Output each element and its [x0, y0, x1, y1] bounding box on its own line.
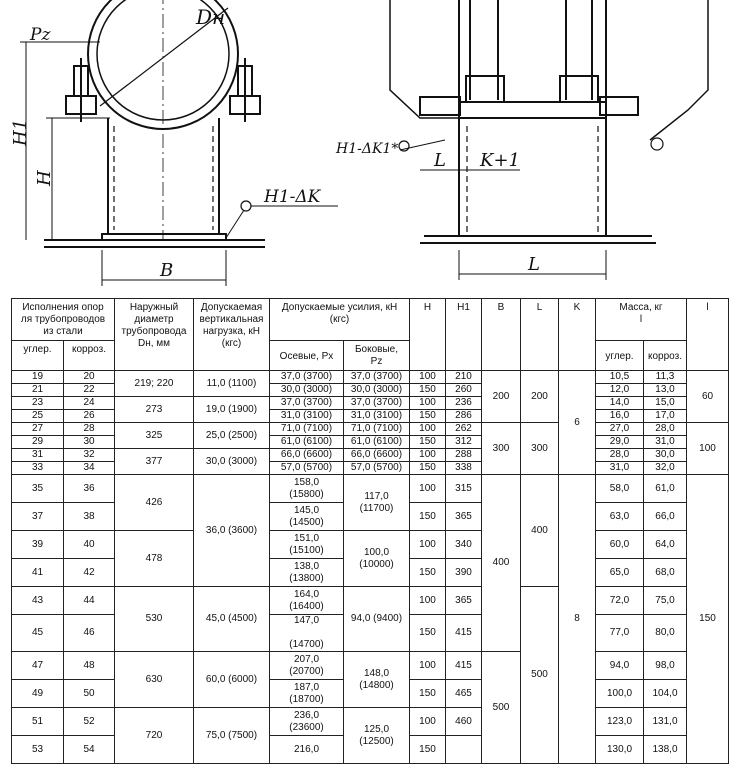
cell-l: 300	[521, 423, 559, 475]
cell-lateral: 57,0 (5700)	[344, 462, 410, 475]
cell-ugler: 39	[12, 531, 64, 559]
cell-mass-ugler: 77,0	[596, 615, 644, 652]
header-variants: Исполнения опор ля трубопроводов из стали	[12, 299, 115, 341]
cell-h: 100	[410, 397, 446, 410]
header-vertical-load: Допускаемая вертикальная нагрузка, кН (кгс)	[194, 299, 270, 371]
cell-mass-korroz: 15,0	[644, 397, 687, 410]
cell-korroz: 36	[64, 475, 115, 503]
header-mass-korroz: корроз.	[644, 341, 687, 371]
cell-ugler: 21	[12, 384, 64, 397]
cell-vertical: 11,0 (1100)	[194, 371, 270, 397]
cell-mass-korroz: 64,0	[644, 531, 687, 559]
cell-h1: 390	[446, 559, 482, 587]
cell-mass-korroz: 80,0	[644, 615, 687, 652]
cell-ugler: 49	[12, 680, 64, 708]
cell-ugler: 25	[12, 410, 64, 423]
label-h: H	[34, 170, 55, 186]
cell-axial: 57,0 (5700)	[270, 462, 344, 475]
cell-h1: 236	[446, 397, 482, 410]
label-h1-dk1: H1-ΔK1*	[336, 141, 399, 157]
cell-axial: 216,0	[270, 736, 344, 764]
cell-h: 150	[410, 384, 446, 397]
cell-ugler: 41	[12, 559, 64, 587]
header-b: B	[482, 299, 521, 371]
cell-b: 200	[482, 371, 521, 423]
header-lateral: Боковые, Pz	[344, 341, 410, 371]
header-mass: Масса, кг l	[596, 299, 687, 341]
cell-lateral: 37,0 (3700)	[344, 371, 410, 384]
cell-h: 150	[410, 680, 446, 708]
cell-mass-korroz: 68,0	[644, 559, 687, 587]
cell-korroz: 20	[64, 371, 115, 384]
cell-vertical: 25,0 (2500)	[194, 423, 270, 449]
cell-h: 100	[410, 423, 446, 436]
cell-axial: 138,0 (13800)	[270, 559, 344, 587]
cell-axial: 37,0 (3700)	[270, 371, 344, 384]
cell-korroz: 28	[64, 423, 115, 436]
cell-axial: 187,0 (18700)	[270, 680, 344, 708]
cell-diameter: 630	[115, 652, 194, 708]
cell-ugler: 43	[12, 587, 64, 615]
cell-h: 150	[410, 736, 446, 764]
cell-axial: 37,0 (3700)	[270, 397, 344, 410]
cell-korroz: 38	[64, 503, 115, 531]
cell-h1: 260	[446, 384, 482, 397]
cell-korroz: 34	[64, 462, 115, 475]
cell-mass-ugler: 29,0	[596, 436, 644, 449]
label-b: B	[160, 260, 174, 281]
cell-l: 500	[521, 587, 559, 764]
cell-vertical: 19,0 (1900)	[194, 397, 270, 423]
cell-mass-korroz: 32,0	[644, 462, 687, 475]
cell-diameter: 377	[115, 449, 194, 475]
cell-mass-korroz: 31,0	[644, 436, 687, 449]
header-axial: Осевые, Px	[270, 341, 344, 371]
cell-diameter: 720	[115, 708, 194, 764]
cell-h: 100	[410, 708, 446, 736]
label-l-big: L	[528, 254, 540, 275]
cell-h: 100	[410, 371, 446, 384]
cell-axial: 158,0 (15800)	[270, 475, 344, 503]
cell-axial: 164,0 (16400)	[270, 587, 344, 615]
cell-mass-korroz: 13,0	[644, 384, 687, 397]
cell-lateral: 61,0 (6100)	[344, 436, 410, 449]
cell-h: 100	[410, 531, 446, 559]
cell-lateral: 117,0 (11700)	[344, 475, 410, 531]
cell-korroz: 24	[64, 397, 115, 410]
header-h: H	[410, 299, 446, 371]
header-korroz: корроз.	[64, 341, 115, 371]
cell-h: 100	[410, 587, 446, 615]
cell-axial: 31,0 (3100)	[270, 410, 344, 423]
cell-ugler: 29	[12, 436, 64, 449]
cell-korroz: 48	[64, 652, 115, 680]
cell-korroz: 22	[64, 384, 115, 397]
cell-mass-ugler: 16,0	[596, 410, 644, 423]
cell-l2: 60	[687, 371, 729, 423]
header-mass-ugler: углер.	[596, 341, 644, 371]
cell-korroz: 50	[64, 680, 115, 708]
cell-h: 100	[410, 449, 446, 462]
cell-mass-ugler: 123,0	[596, 708, 644, 736]
cell-axial: 236,0 (23600)	[270, 708, 344, 736]
cell-h1: 312	[446, 436, 482, 449]
cell-h1: 286	[446, 410, 482, 423]
cell-mass-korroz: 98,0	[644, 652, 687, 680]
cell-mass-ugler: 65,0	[596, 559, 644, 587]
cell-k: 6	[559, 371, 596, 475]
header-h1: H1	[446, 299, 482, 371]
cell-b: 300	[482, 423, 521, 475]
cell-mass-ugler: 130,0	[596, 736, 644, 764]
cell-axial: 145,0 (14500)	[270, 503, 344, 531]
cell-mass-ugler: 28,0	[596, 449, 644, 462]
cell-mass-korroz: 66,0	[644, 503, 687, 531]
cell-h: 150	[410, 436, 446, 449]
cell-mass-ugler: 31,0	[596, 462, 644, 475]
cell-vertical: 36,0 (3600)	[194, 475, 270, 587]
cell-ugler: 33	[12, 462, 64, 475]
cell-ugler: 53	[12, 736, 64, 764]
cell-l: 200	[521, 371, 559, 423]
cell-axial: 61,0 (6100)	[270, 436, 344, 449]
cell-h: 150	[410, 410, 446, 423]
cell-mass-ugler: 27,0	[596, 423, 644, 436]
cell-korroz: 42	[64, 559, 115, 587]
cell-axial: 207,0 (20700)	[270, 652, 344, 680]
cell-h: 150	[410, 615, 446, 652]
cell-h: 100	[410, 652, 446, 680]
cell-diameter: 219; 220	[115, 371, 194, 397]
cell-vertical: 30,0 (3000)	[194, 449, 270, 475]
cell-b: 400	[482, 475, 521, 652]
header-l2: l	[687, 299, 729, 371]
cell-h: 150	[410, 503, 446, 531]
label-dn: Dн	[196, 5, 226, 29]
cell-mass-korroz: 61,0	[644, 475, 687, 503]
technical-drawing	[0, 0, 750, 292]
cell-ugler: 23	[12, 397, 64, 410]
label-k1: K+1	[480, 150, 520, 171]
cell-ugler: 37	[12, 503, 64, 531]
cell-korroz: 26	[64, 410, 115, 423]
cell-lateral: 31,0 (3100)	[344, 410, 410, 423]
cell-mass-korroz: 75,0	[644, 587, 687, 615]
cell-axial: 71,0 (7100)	[270, 423, 344, 436]
cell-ugler: 19	[12, 371, 64, 384]
cell-lateral: 125,0 (12500)	[344, 708, 410, 764]
cell-mass-ugler: 10,5	[596, 371, 644, 384]
header-diameter: Наружный диаметр трубопровода Dн, мм	[115, 299, 194, 371]
cell-vertical: 75,0 (7500)	[194, 708, 270, 764]
cell-lateral: 37,0 (3700)	[344, 397, 410, 410]
cell-h1: 340	[446, 531, 482, 559]
cell-h1: 315	[446, 475, 482, 503]
cell-ugler: 27	[12, 423, 64, 436]
cell-b: 500	[482, 652, 521, 764]
cell-ugler: 47	[12, 652, 64, 680]
cell-diameter: 426	[115, 475, 194, 531]
cell-diameter: 530	[115, 587, 194, 652]
cell-mass-korroz: 11,3	[644, 371, 687, 384]
cell-korroz: 46	[64, 615, 115, 652]
cell-diameter: 273	[115, 397, 194, 423]
cell-korroz: 30	[64, 436, 115, 449]
cell-mass-ugler: 58,0	[596, 475, 644, 503]
cell-axial: 151,0 (15100)	[270, 531, 344, 559]
cell-mass-korroz: 138,0	[644, 736, 687, 764]
cell-lateral: 30,0 (3000)	[344, 384, 410, 397]
cell-mass-korroz: 17,0	[644, 410, 687, 423]
cell-vertical: 60,0 (6000)	[194, 652, 270, 708]
cell-korroz: 54	[64, 736, 115, 764]
header-k: K	[559, 299, 596, 371]
cell-axial: 30,0 (3000)	[270, 384, 344, 397]
cell-axial: 66,0 (6600)	[270, 449, 344, 462]
cell-axial: 147,0 (14700)	[270, 615, 344, 652]
cell-lateral: 148,0 (14800)	[344, 652, 410, 708]
header-ugler: углер.	[12, 341, 64, 371]
cell-lateral: 66,0 (6600)	[344, 449, 410, 462]
cell-h: 150	[410, 559, 446, 587]
cell-h1: 460	[446, 708, 482, 736]
cell-mass-korroz: 104,0	[644, 680, 687, 708]
cell-korroz: 32	[64, 449, 115, 462]
cell-mass-ugler: 94,0	[596, 652, 644, 680]
specs-table	[11, 298, 729, 764]
cell-h: 100	[410, 475, 446, 503]
cell-mass-ugler: 60,0	[596, 531, 644, 559]
cell-h1: 262	[446, 423, 482, 436]
cell-mass-ugler: 72,0	[596, 587, 644, 615]
cell-ugler: 35	[12, 475, 64, 503]
label-h1: H1	[10, 118, 31, 146]
cell-h1: 338	[446, 462, 482, 475]
cell-ugler: 31	[12, 449, 64, 462]
cell-h1: 288	[446, 449, 482, 462]
cell-l2: 100	[687, 423, 729, 475]
cell-h1: 415	[446, 615, 482, 652]
cell-ugler: 51	[12, 708, 64, 736]
cell-mass-korroz: 131,0	[644, 708, 687, 736]
label-l-small: L	[434, 150, 446, 171]
cell-lateral: 94,0 (9400)	[344, 587, 410, 652]
cell-h1: 365	[446, 587, 482, 615]
label-h1-dk: H1-ΔK	[264, 187, 321, 207]
cell-h1: 465	[446, 680, 482, 708]
cell-vertical: 45,0 (4500)	[194, 587, 270, 652]
cell-korroz: 40	[64, 531, 115, 559]
cell-diameter: 325	[115, 423, 194, 449]
cell-l: 400	[521, 475, 559, 587]
cell-k: 8	[559, 475, 596, 764]
cell-l2: 150	[687, 475, 729, 764]
cell-mass-ugler: 63,0	[596, 503, 644, 531]
cell-mass-ugler: 14,0	[596, 397, 644, 410]
cell-h: 150	[410, 462, 446, 475]
cell-korroz: 44	[64, 587, 115, 615]
cell-lateral: 100,0 (10000)	[344, 531, 410, 587]
cell-mass-ugler: 100,0	[596, 680, 644, 708]
cell-mass-korroz: 30,0	[644, 449, 687, 462]
cell-h1: 415	[446, 652, 482, 680]
label-pz: Pz	[30, 25, 51, 45]
cell-lateral: 71,0 (7100)	[344, 423, 410, 436]
cell-diameter: 478	[115, 531, 194, 587]
cell-h1: 365	[446, 503, 482, 531]
cell-ugler: 45	[12, 615, 64, 652]
cell-mass-korroz: 28,0	[644, 423, 687, 436]
header-l: L	[521, 299, 559, 371]
header-forces: Допускаемые усилия, кН (кгс)	[270, 299, 410, 341]
cell-h1: 210	[446, 371, 482, 384]
cell-mass-ugler: 12,0	[596, 384, 644, 397]
cell-korroz: 52	[64, 708, 115, 736]
